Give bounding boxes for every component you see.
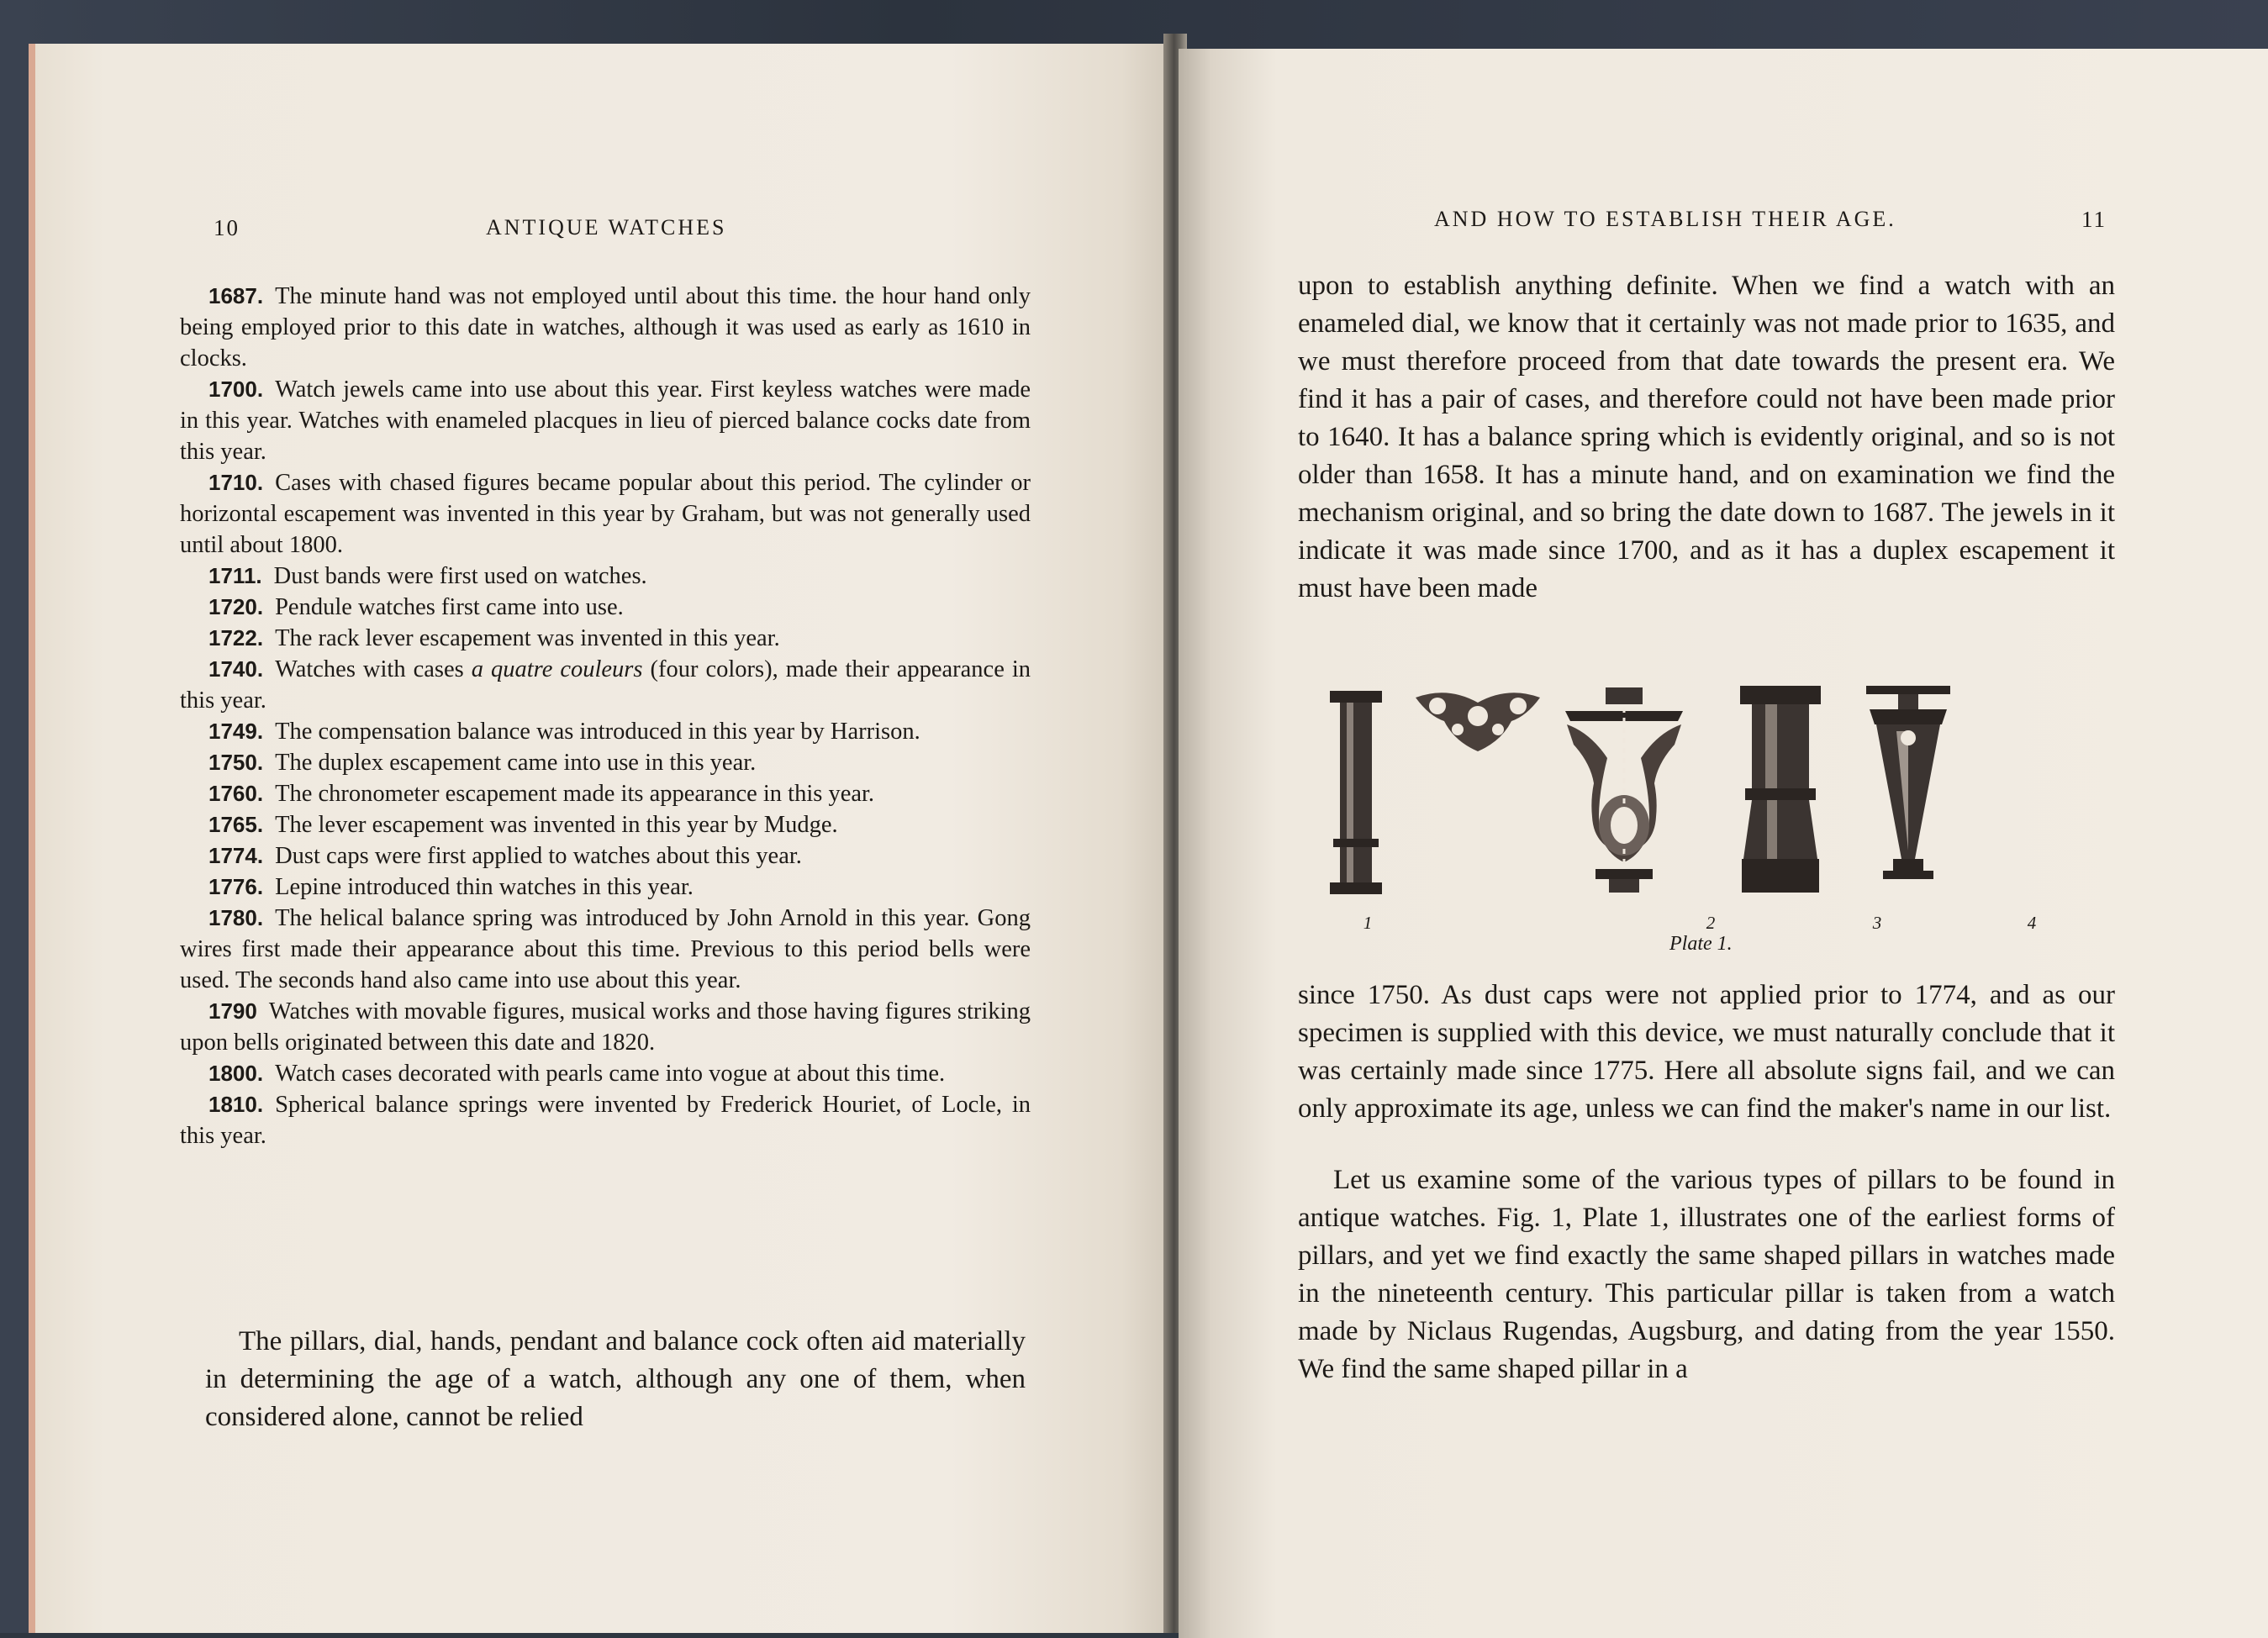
chronology-entry: 1720. Pendule watches first came into use. — [208, 594, 624, 620]
figure-label-1: 1 — [1363, 913, 1373, 933]
chronology-entry: 1760. The chronometer escapement made its appearance in this year. — [208, 781, 875, 807]
right-running-head: AND HOW TO ESTABLISH THEIR AGE. — [1434, 207, 1896, 231]
right-top-paragraph: upon to establish anything definite. When we find a watch with an enameled dial, we know that it certainly was not made prior to 1635, and we must therefore proceed from that date towards the present era. We find it has a pair of cases, and therefore could not have been made prior to 1640. It has a balance spring which is evidently original, and so is not older than 1658. It has a minute hand, and on examination we find the mechanism original, and so bring the date down to 1687. The jewels in it indicate it was made since 1700, and as it has a duplex escapement it must have been made — [1298, 271, 2115, 603]
chronology-entry: 1687. The minute hand was not employed until about this time. the hour hand only being employed prior to this date in watches, although it was used as early as 1610 in clocks. — [180, 283, 1031, 371]
pillar-figure-4 — [1866, 686, 1950, 879]
chronology-entry: 1776. Lepine introduced thin watches in this year. — [208, 874, 694, 900]
chronology-entry: 1750. The duplex escapement came into use in this year. — [208, 750, 757, 776]
chronology-entry: 1790 Watches with movable figures, musical works and those having figures striking upon bells originated between this date and 1820. — [180, 998, 1031, 1056]
chronology-entry: 1710. Cases with chased figures became popular about this period. The cylinder or horizontal escapement was invented in this year by Graham, but was not generally used until about 1800. — [180, 470, 1031, 558]
chronology-entry: 1740. Watches with cases a quatre couleurs (four colors), made their appearance in this year. — [180, 656, 1031, 714]
left-closing-paragraph: The pillars, dial, hands, pendant and balance cock often aid materially in determining the age of a watch, although any one of them, when considered alone, cannot be relied — [205, 1326, 1026, 1432]
chronology-entry: 1765. The lever escapement was invented in this year by Mudge. — [208, 812, 838, 838]
chronology-entry: 1780. The helical balance spring was introduced by John Arnold in this year. Gong wires first made their appearance about this time. Previous to this period bells were used. The seconds hand also came into use about this year. — [180, 905, 1031, 993]
chronology-entry: 1700. Watch jewels came into use about this year. First keyless watches were made in this year. Watches with enameled placques in lieu of pierced balance cocks date from this year. — [180, 377, 1031, 465]
figure-label-4: 4 — [2027, 913, 2037, 933]
left-page-number: 10 — [214, 215, 240, 240]
ornate-scroll-figure — [1416, 693, 1540, 751]
chronology-entry: 1749. The compensation balance was introduced in this year by Harrison. — [208, 719, 920, 745]
plate-caption: Plate 1. — [1669, 933, 1733, 955]
right-middle-paragraph: since 1750. As dust caps were not applied prior to 1774, and as our specimen is supplied with this device, we must naturally conclude that it was certainly made since 1775. Here all absolute signs fail, and we can only approximate its age, unless we can find the maker's name in our list. — [1298, 980, 2115, 1124]
pillar-figure-2 — [1565, 687, 1683, 893]
pillar-figure-1 — [1330, 691, 1382, 894]
left-running-head: ANTIQUE WATCHES — [486, 215, 727, 240]
chronology-entry: 1774. Dust caps were first applied to watches about this year. — [208, 843, 802, 869]
chronology-entry: 1722. The rack lever escapement was invented in this year. — [208, 625, 780, 651]
figure-label-3: 3 — [1872, 913, 1882, 933]
chronology-entry: 1800. Watch cases decorated with pearls came into vogue at about this time. — [208, 1061, 946, 1087]
right-page-number: 11 — [2081, 207, 2107, 232]
figure-label-2: 2 — [1706, 913, 1716, 933]
right-bottom-paragraph: Let us examine some of the various types of pillars to be found in antique watches. Fig. 1, Plate 1, illustrates one of the earliest forms of pillars, and yet we find exactly the same shaped pillars in watches made in the nineteenth century. This particular pillar is taken from a watch made by Niclaus Rugendas, Augsburg, and dating from the year 1550. We find the same shaped pillar in a — [1298, 1165, 2115, 1384]
pillar-figure-3 — [1740, 686, 1821, 893]
chronology-entry: 1711. Dust bands were first used on watches. — [208, 563, 647, 589]
chronology-entry: 1810. Spherical balance springs were invented by Frederick Houriet, of Locle, in this year. — [180, 1092, 1031, 1149]
chronology-list — [180, 281, 1031, 1151]
plate-1-illustration — [1321, 682, 2078, 906]
